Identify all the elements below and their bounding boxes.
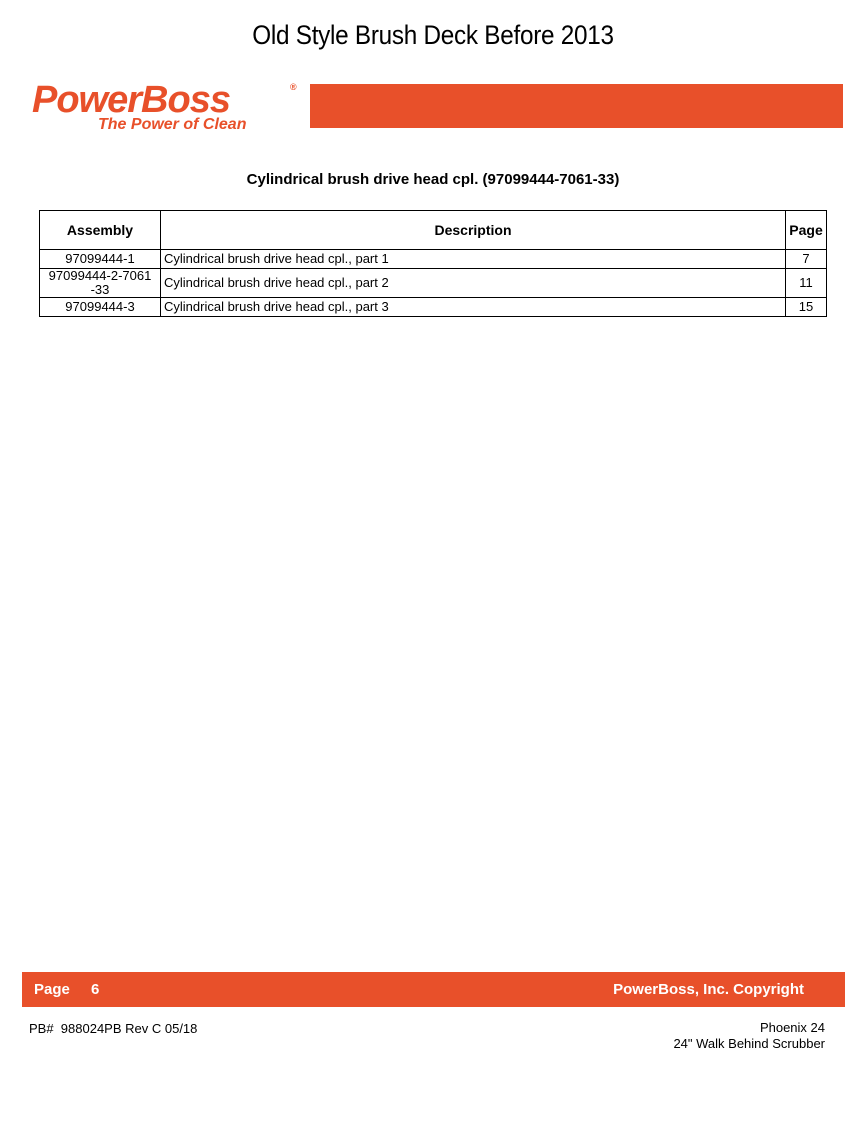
footer-copyright: PowerBoss, Inc. Copyright	[613, 981, 804, 998]
powerboss-logo	[32, 78, 312, 138]
logo-wordmark: PowerBoss	[32, 79, 230, 121]
section-title: Cylindrical brush drive head cpl. (97099444-7061-33)	[246, 171, 620, 188]
header-description: Description	[161, 211, 786, 250]
header-page: Page	[786, 211, 827, 250]
footer-page-label: Page	[34, 981, 70, 998]
footer-bar	[22, 972, 845, 1007]
header-bar	[310, 84, 843, 128]
model-line-1: Phoenix 24	[759, 1020, 825, 1035]
footer-page-number: 6	[91, 981, 100, 998]
assembly-table	[39, 210, 827, 317]
assembly-cell: 97099444-3	[40, 298, 161, 317]
description-cell: Cylindrical brush drive head cpl., part 2	[161, 269, 786, 298]
registered-mark: ®	[290, 82, 297, 92]
logo-tagline: The Power of Clean	[98, 116, 247, 133]
description-cell: Cylindrical brush drive head cpl., part 3	[161, 298, 786, 317]
table-row	[40, 250, 827, 269]
description-cell: Cylindrical brush drive head cpl., part 1	[161, 250, 786, 269]
page-cell: 15	[786, 298, 827, 317]
doc-number: PB# 988024PB Rev C 05/18	[29, 1021, 198, 1036]
header-assembly: Assembly	[40, 211, 161, 250]
assembly-cell: 97099444-2-7061 -33	[40, 269, 161, 298]
assembly-cell: 97099444-1	[40, 250, 161, 269]
table-row	[40, 298, 827, 317]
table-row	[40, 269, 827, 298]
page-title: Old Style Brush Deck Before 2013	[252, 20, 614, 50]
page-cell: 7	[786, 250, 827, 269]
page-cell: 11	[786, 269, 827, 298]
table-header-row	[40, 211, 827, 250]
model-name	[673, 1020, 825, 1052]
model-line-2: 24" Walk Behind Scrubber	[673, 1036, 825, 1051]
